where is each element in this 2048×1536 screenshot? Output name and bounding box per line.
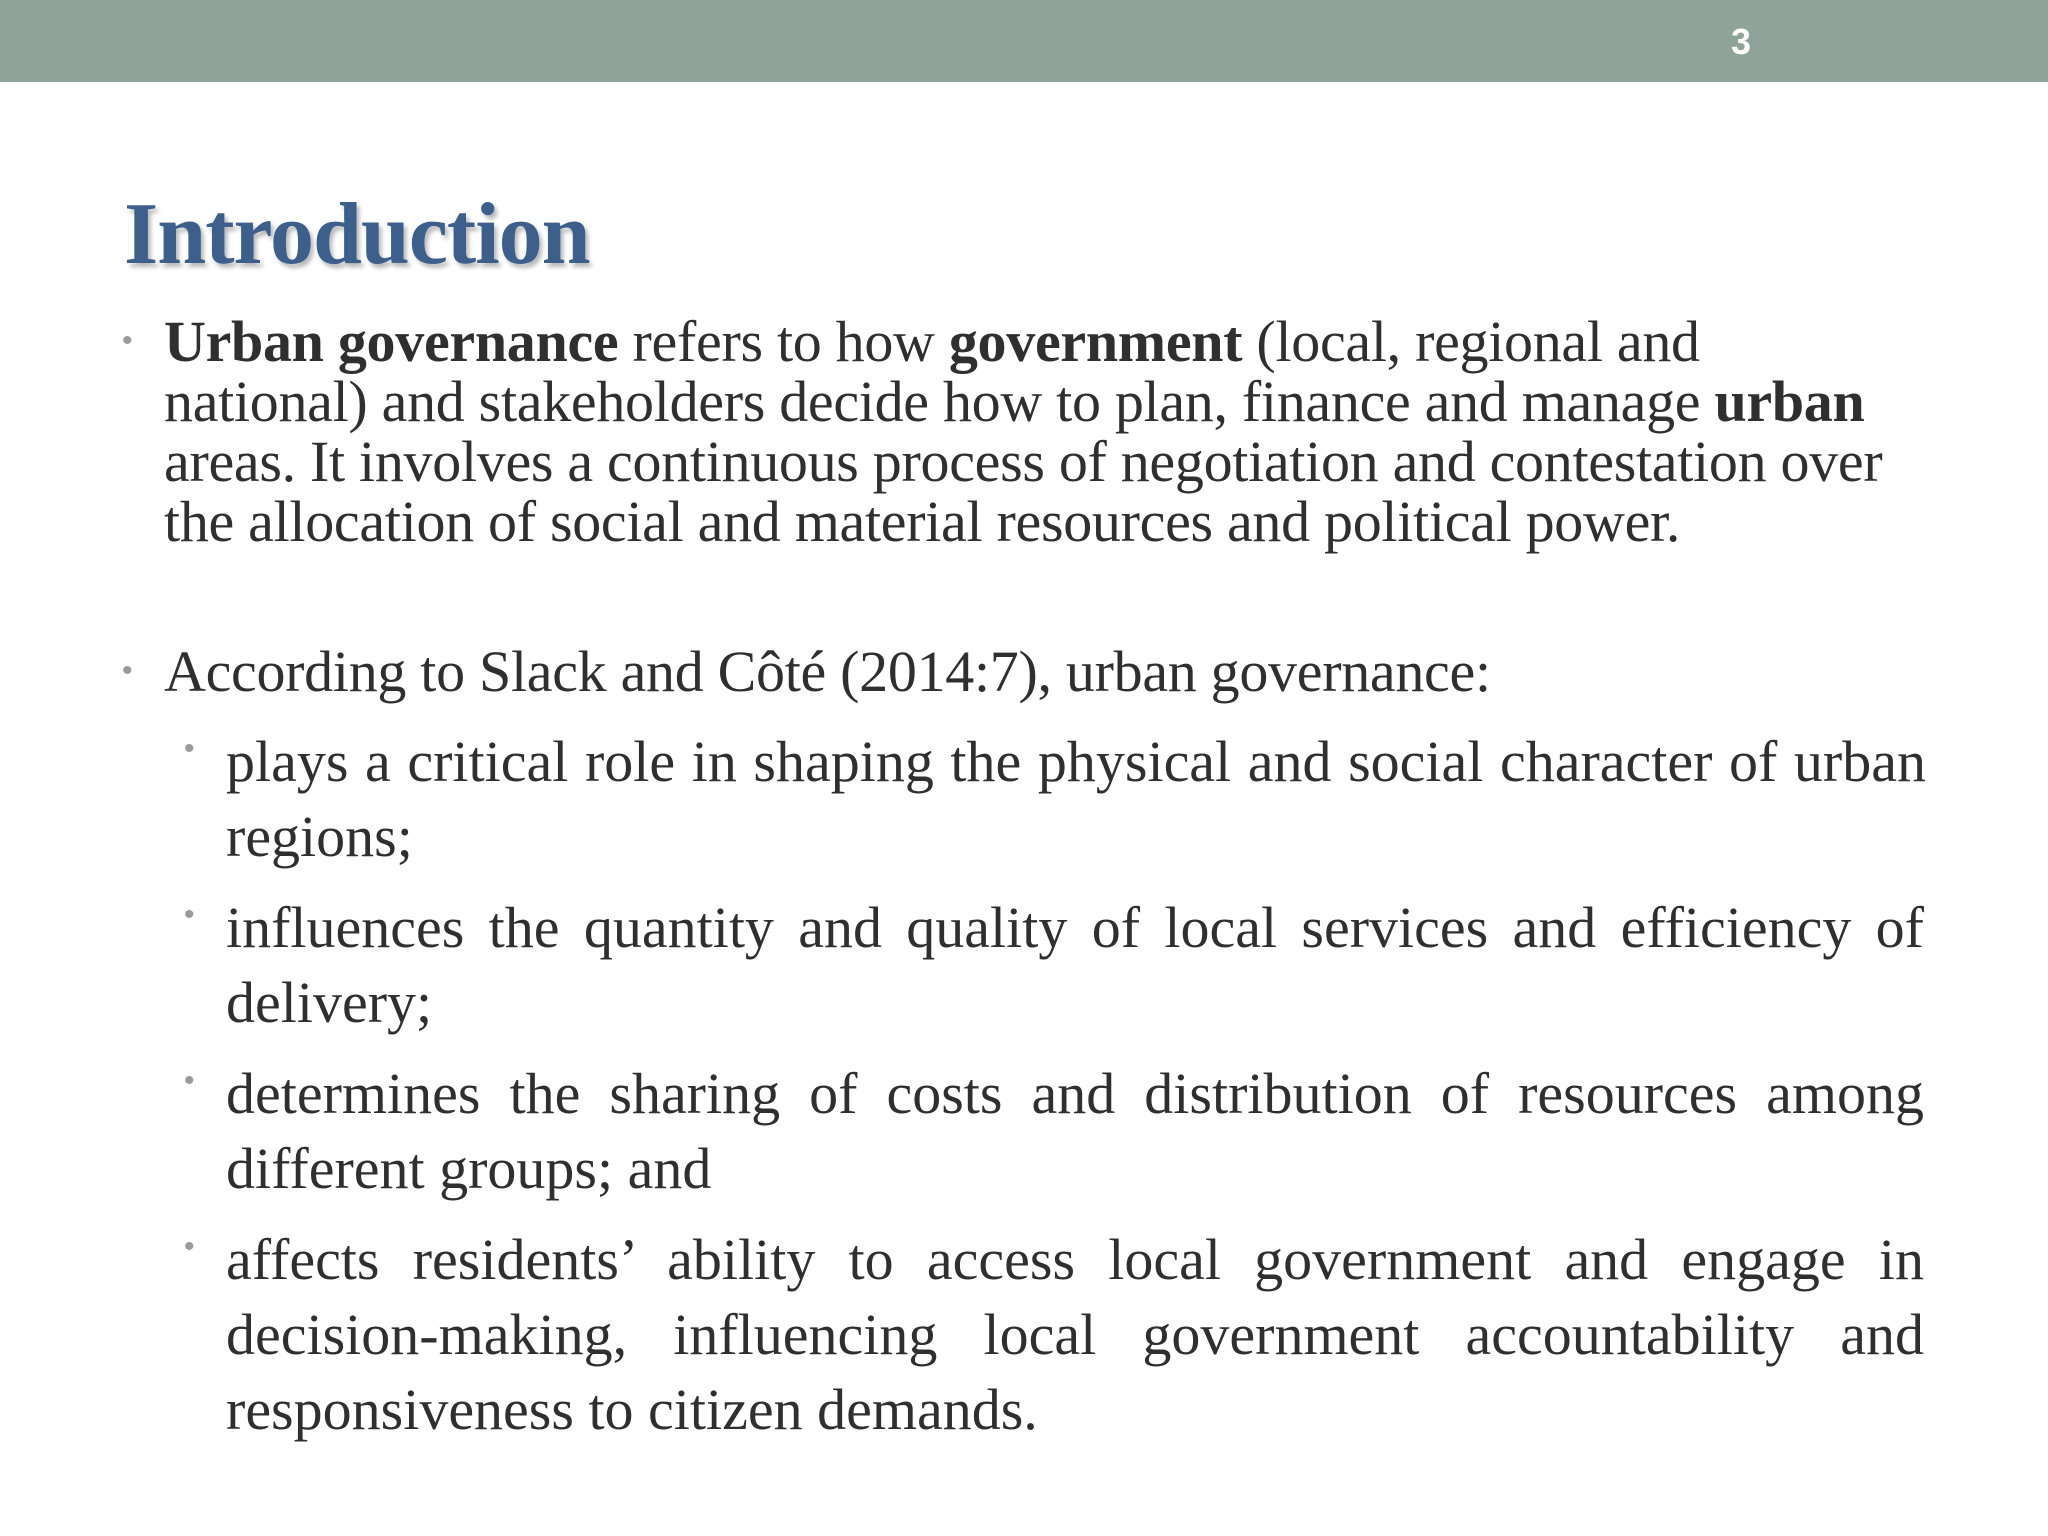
bullet-urban-governance-definition <box>164 309 1904 554</box>
bullet1-text-1: refers to how <box>618 309 949 374</box>
sub-bullet-icon: • <box>184 1230 195 1263</box>
bullet-icon: • <box>122 654 133 687</box>
slide-number: 3 <box>1730 21 1752 62</box>
bullet1-text-3: areas. It involves a continuous process of negotiation and contestation over the allocation of social and material resources and political power. <box>164 429 1883 554</box>
bullet-slack-cote: According to Slack and Côté (2014:7), urban governance: <box>164 639 1491 704</box>
sub-bullet-icon: • <box>184 732 195 765</box>
term-urban: urban <box>1714 369 1865 434</box>
sub-bullet-item: influences the quantity and quality of local services and efficiency of delivery; <box>226 895 1924 1035</box>
sub-bullet-item: determines the sharing of costs and distribution of resources among different groups; and <box>226 1061 1924 1201</box>
sub-bullet-item: plays a critical role in shaping the physical and social character of urban regions; <box>226 729 1926 869</box>
slide-title: Introduction <box>124 186 590 283</box>
sub-bullet-icon: • <box>184 1064 195 1097</box>
bullet-icon: • <box>122 324 133 357</box>
sub-bullet-item: affects residents’ ability to access local government and engage in decision-making, influencing local government accountability and responsiveness to citizen demands. <box>226 1227 1924 1442</box>
term-urban-governance: Urban governance <box>164 309 619 374</box>
sub-bullet-icon: • <box>184 898 195 931</box>
bullet1-text-2: (local, regional and national) and stakeholders decide how to plan, finance and manage <box>164 309 1715 434</box>
term-government: government <box>948 309 1243 374</box>
